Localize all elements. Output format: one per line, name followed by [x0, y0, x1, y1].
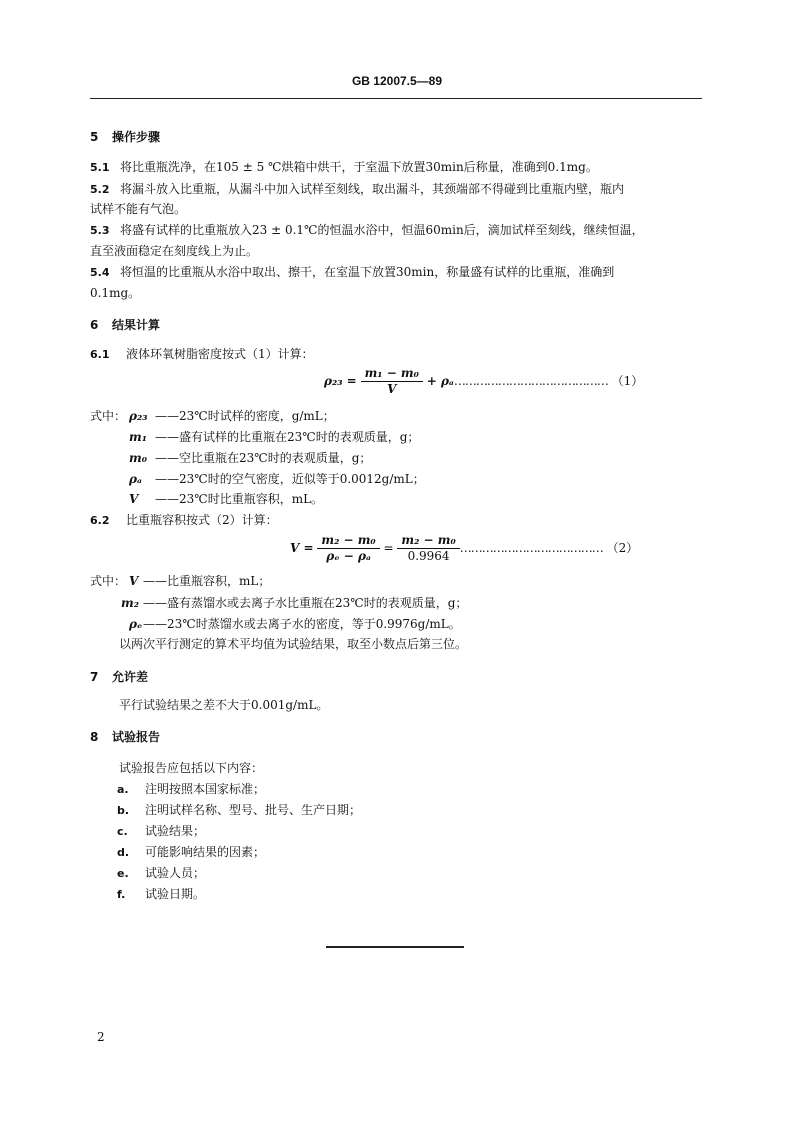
item-label: e.: [117, 867, 129, 880]
eq-denominator: 0.9964: [407, 549, 450, 563]
report-item: [117, 801, 361, 820]
var-symbol: ρ₂₃: [129, 409, 148, 423]
page-number: 2: [97, 1030, 105, 1044]
clause-5-3: [90, 221, 644, 240]
clause-6-1: [90, 345, 314, 364]
section-title: 操作步骤: [112, 130, 161, 144]
tolerance-text: 平行试验结果之差不大于0.001g/mL。: [119, 698, 329, 712]
var-symbol: V: [129, 574, 139, 588]
eq-lhs: ρ₂₃ =: [324, 374, 357, 388]
equation-2: [290, 533, 638, 564]
clause-text: 将比重瓶洗净，在105 ± 5 ℃烘箱中烘干，于室温下放置30min后称量，准确到0.1mg。: [120, 160, 598, 174]
clause-number: 5.4: [90, 266, 110, 279]
clause-text: 将漏斗放入比重瓶，从漏斗中加入试样至刻线，取出漏斗，其颈端部不得碰到比重瓶内壁，瓶内: [120, 182, 625, 196]
clause-5-4-continued: 0.1mg。: [90, 286, 141, 300]
var-row: [129, 615, 461, 633]
clause-number: 6.1: [90, 348, 110, 361]
eq-equals: =: [383, 541, 394, 555]
var-row: [129, 428, 419, 446]
eq-denominator: V: [387, 382, 397, 396]
var-row: [121, 594, 467, 612]
section-title: 允许差: [112, 670, 149, 684]
clause-5-4: [90, 263, 614, 282]
item-label: c.: [117, 825, 128, 838]
clause-number: 6.2: [90, 514, 110, 527]
eq-leader-dots: ……………………………………: [453, 374, 608, 388]
standard-code-header: GB 12007.5—89: [351, 74, 443, 88]
item-text: 试验日期。: [145, 887, 206, 901]
item-label: f.: [117, 888, 126, 901]
eq-fraction-1: [317, 533, 379, 564]
where-label-2: 式中：: [90, 574, 127, 588]
eq-fraction: [361, 366, 423, 397]
section-number: 7: [90, 670, 99, 684]
clause-6-2: [90, 511, 278, 530]
section-5-heading: [90, 128, 160, 145]
var-description: ——23℃时蒸馏水或去离子水的密度，等于0.9976g/mL。: [143, 617, 461, 631]
var-description: ——23℃时试样的密度，g/mL；: [155, 409, 335, 423]
var-description: ——23℃时比重瓶容积，mL。: [155, 492, 324, 506]
equation-1: [324, 366, 643, 397]
where-label-1: 式中：: [90, 409, 127, 423]
item-text: 注明试样名称、型号、批号、生产日期；: [145, 803, 362, 817]
var-row: [129, 470, 425, 488]
eq-numerator: m₂ − m₀: [317, 533, 379, 549]
clause-5-2-continued: 试样不能有气泡。: [90, 202, 187, 216]
report-item: [117, 780, 265, 799]
section-number: 8: [90, 730, 99, 744]
item-label: b.: [117, 804, 130, 817]
report-item: [117, 843, 265, 862]
item-text: 注明按照本国家标准；: [145, 782, 266, 796]
result-statement: 以两次平行测定的算术平均值为试验结果，取至小数点后第三位。: [119, 637, 468, 651]
var-symbol: ρₑ: [129, 617, 143, 631]
var-description: ——空比重瓶在23℃时的表观质量，g；: [155, 451, 372, 465]
var-row: [129, 449, 371, 467]
var-row: [129, 490, 323, 508]
end-rule: [326, 946, 464, 948]
clause-5-2: [90, 180, 624, 199]
clause-5-3-continued: 直至液面稳定在刻度线上为止。: [90, 244, 259, 258]
eq-tail: + ρₐ: [426, 374, 454, 388]
item-text: 试验人员；: [145, 866, 206, 880]
eq-numerator: m₁ − m₀: [361, 366, 423, 382]
eq-fraction-2: [397, 533, 459, 564]
var-symbol: m₀: [129, 451, 147, 465]
eq-numerator: m₂ − m₀: [397, 533, 459, 549]
var-symbol: V: [129, 492, 139, 506]
eq-tag: （1）: [611, 374, 644, 388]
clause-number: 5.1: [90, 161, 110, 174]
item-label: d.: [117, 846, 130, 859]
var-description: ——比重瓶容积，mL；: [143, 574, 271, 588]
section-7-heading: [90, 668, 148, 685]
report-item: [117, 864, 205, 883]
report-item: [117, 885, 205, 904]
clause-text: 比重瓶容积按式（2）计算：: [126, 513, 278, 527]
item-text: 可能影响结果的因素；: [145, 845, 266, 859]
eq-leader-dots: …………………………………: [459, 541, 603, 555]
var-row: [129, 407, 335, 425]
section-title: 结果计算: [112, 318, 161, 332]
eq-denominator: ρₑ − ρₐ: [326, 549, 371, 563]
var-symbol: ρₐ: [129, 472, 142, 486]
clause-number: 5.2: [90, 183, 110, 196]
clause-text: 将盛有试样的比重瓶放入23 ± 0.1℃的恒温水浴中，恒温60min后，滴加试样至刻线，继续恒温，: [120, 223, 644, 237]
var-row: [129, 572, 270, 590]
item-label: a.: [117, 783, 129, 796]
report-intro: 试验报告应包括以下内容：: [119, 761, 264, 775]
section-6-heading: [90, 316, 160, 333]
eq-lhs: V =: [290, 541, 314, 555]
var-symbol: m₂: [121, 596, 139, 610]
report-item: [117, 822, 205, 841]
section-8-heading: [90, 728, 160, 745]
var-description: ——盛有蒸馏水或去离子水比重瓶在23℃时的表观质量，g；: [143, 596, 468, 610]
section-number: 6: [90, 318, 99, 332]
clause-number: 5.3: [90, 224, 110, 237]
var-description: ——盛有试样的比重瓶在23℃时的表观质量，g；: [155, 430, 420, 444]
var-symbol: m₁: [129, 430, 147, 444]
clause-text: 将恒温的比重瓶从水浴中取出、擦干，在室温下放置30min，称量盛有试样的比重瓶，准确到: [120, 265, 615, 279]
eq-tag: （2）: [606, 541, 639, 555]
section-number: 5: [90, 130, 99, 144]
header-rule: [90, 98, 702, 99]
section-title: 试验报告: [112, 730, 161, 744]
item-text: 试验结果；: [145, 824, 206, 838]
clause-text: 液体环氧树脂密度按式（1）计算：: [126, 347, 314, 361]
var-description: ——23℃时的空气密度，近似等于0.0012g/mL；: [155, 472, 425, 486]
clause-5-1: [90, 158, 598, 177]
